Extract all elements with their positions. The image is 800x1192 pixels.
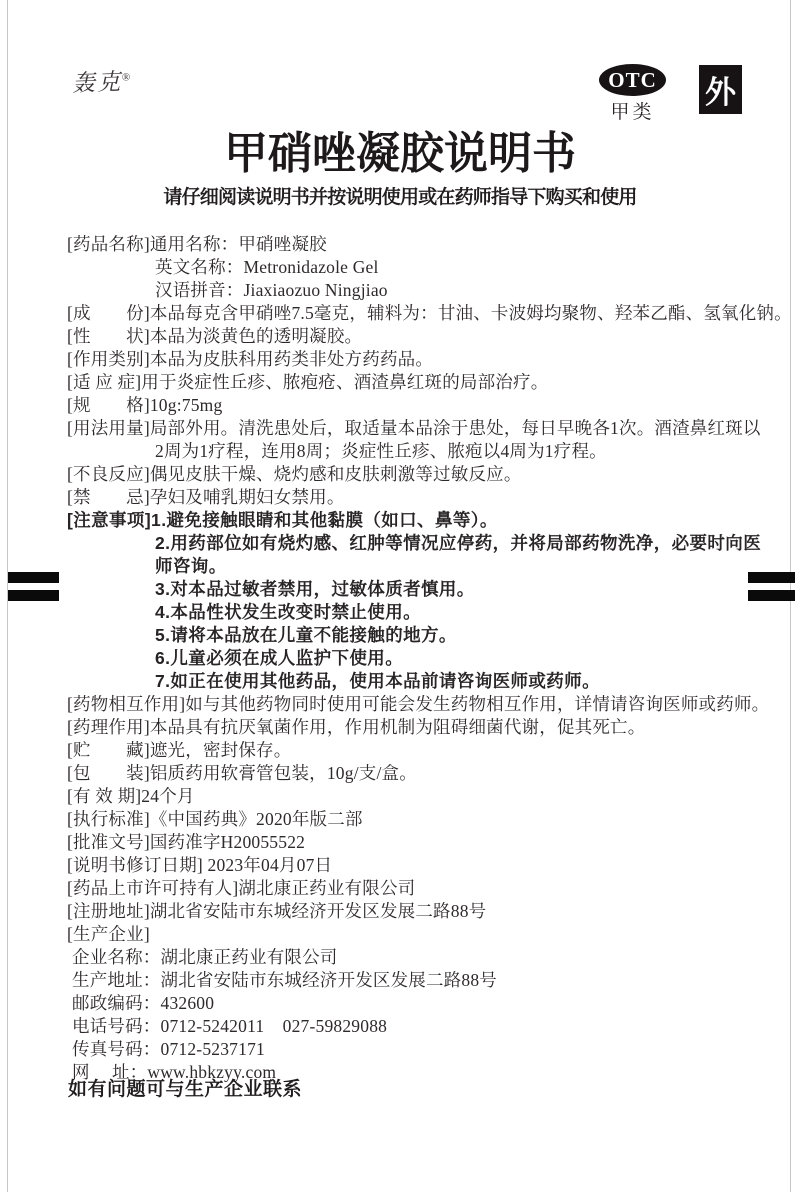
leaflet-line: [性 状]本品为淡黄色的透明凝胶。 bbox=[67, 326, 363, 346]
leaflet-line: 2.用药部位如有烧灼感、红肿等情况应停药，并将局部药物洗净，必要时向医 bbox=[155, 533, 762, 553]
leaflet-line: [药品名称]通用名称：甲硝唑凝胶 bbox=[67, 234, 327, 254]
otc-class-label: 甲类 bbox=[610, 102, 655, 123]
crop-mark-left-top bbox=[8, 572, 59, 583]
leaflet-line: [作用类别]本品为皮肤科用药类非处方药药品。 bbox=[67, 349, 434, 369]
otc-badge: OTC bbox=[599, 64, 666, 96]
leaflet-line: [包 装]铝质药用软膏管包装，10g/支/盒。 bbox=[67, 763, 417, 783]
leaflet-line: [药物相互作用]如与其他药物同时使用可能会发生药物相互作用，详情请咨询医师或药师。 bbox=[67, 694, 770, 714]
leaflet-line: [规 格]10g:75mg bbox=[67, 395, 223, 415]
leaflet-line: 师咨询。 bbox=[155, 556, 227, 576]
leaflet-line: [贮 藏]遮光，密封保存。 bbox=[67, 740, 292, 760]
leaflet-line: [适 应 症]用于炎症性丘疹、脓疱疮、酒渣鼻红斑的局部治疗。 bbox=[67, 372, 549, 392]
leaflet-line: 邮政编码：432600 bbox=[72, 993, 215, 1013]
page-subtitle: 请仔细阅读说明书并按说明使用或在药师指导下购买和使用 bbox=[163, 187, 637, 208]
leaflet-line: [注册地址]湖北省安陆市东城经济开发区发展二路88号 bbox=[67, 901, 487, 921]
leaflet-line: [药理作用]本品具有抗厌氧菌作用，作用机制为阻碍细菌代谢，促其死亡。 bbox=[67, 717, 646, 737]
leaflet-line: 4.本品性状发生改变时禁止使用。 bbox=[155, 602, 421, 622]
crop-mark-right-top bbox=[748, 572, 795, 583]
brand-logo-text: 轰克 bbox=[71, 69, 123, 97]
leaflet-line: [批准文号]国药准字H20055522 bbox=[67, 832, 306, 852]
leaflet-line: [成 份]本品每克含甲硝唑7.5毫克，辅料为：甘油、卡波姆均聚物、羟苯乙酯、氢氧化钠。 bbox=[67, 303, 792, 323]
leaflet-line: [有 效 期]24个月 bbox=[67, 786, 195, 806]
page-title: 甲硝唑凝胶说明书 bbox=[224, 129, 576, 178]
leaflet-line: 6.儿童必须在成人监护下使用。 bbox=[155, 648, 404, 668]
external-use-badge: 外 bbox=[699, 65, 742, 114]
footer-note: 如有问题可与生产企业联系 bbox=[68, 1079, 303, 1100]
leaflet-line: 网 址：www.hbkzyy.com bbox=[72, 1062, 277, 1082]
leaflet-line: 2周为1疗程，连用8周；炎症性丘疹、脓疱以4周为1疗程。 bbox=[155, 441, 607, 461]
leaflet-line: [生产企业] bbox=[67, 924, 150, 944]
leaflet-body bbox=[67, 233, 798, 1084]
brand-logo bbox=[71, 63, 130, 98]
leaflet-line: 汉语拼音：Jiaxiaozuo Ningjiao bbox=[155, 280, 388, 300]
leaflet-line: 5.请将本品放在儿童不能接触的地方。 bbox=[155, 625, 457, 645]
leaflet-line: [注意事项]1.避免接触眼睛和其他黏膜（如口、鼻等）。 bbox=[67, 510, 498, 530]
leaflet-line: 电话号码：0712-5242011 027-59829088 bbox=[72, 1016, 388, 1036]
crop-mark-left-bottom bbox=[8, 590, 59, 601]
registered-trademark-icon: ® bbox=[121, 71, 131, 84]
leaflet-line: 生产地址：湖北省安陆市东城经济开发区发展二路88号 bbox=[72, 970, 497, 990]
leaflet-line: [用法用量]局部外用。清洗患处后，取适量本品涂于患处，每日早晚各1次。酒渣鼻红斑以 bbox=[67, 418, 761, 438]
leaflet-line: [说明书修订日期] 2023年04月07日 bbox=[67, 855, 333, 875]
leaflet-line: [不良反应]偶见皮肤干燥、烧灼感和皮肤刺激等过敏反应。 bbox=[67, 464, 522, 484]
leaflet-line: 传真号码：0712-5237171 bbox=[72, 1039, 265, 1059]
crop-mark-right-bottom bbox=[748, 590, 795, 601]
leaflet-line: [禁 忌]孕妇及哺乳期妇女禁用。 bbox=[67, 487, 345, 507]
leaflet-line: [药品上市许可持有人]湖北康正药业有限公司 bbox=[67, 878, 416, 898]
leaflet-line: 英文名称：Metronidazole Gel bbox=[155, 257, 379, 277]
leaflet-line: 3.对本品过敏者禁用，过敏体质者慎用。 bbox=[155, 579, 475, 599]
leaflet-line: 7.如正在使用其他药品，使用本品前请咨询医师或药师。 bbox=[155, 671, 600, 691]
leaflet-line: 企业名称：湖北康正药业有限公司 bbox=[72, 947, 338, 967]
leaflet-line: [执行标准]《中国药典》2020年版二部 bbox=[67, 809, 363, 829]
